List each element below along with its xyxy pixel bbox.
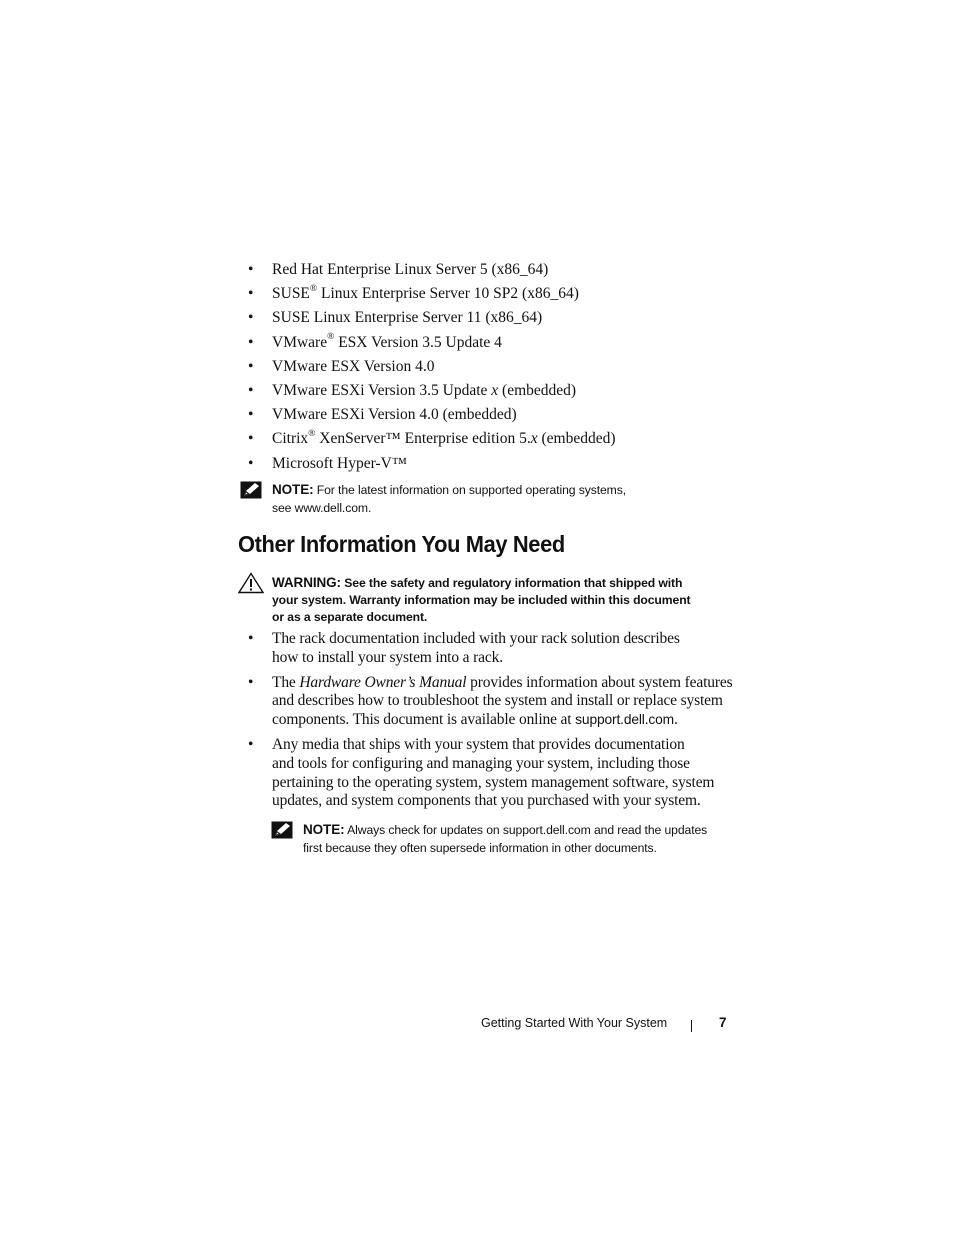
list-item: • VMware ESX Version 4.0 xyxy=(248,357,435,375)
list-item: • SUSE Linux Enterprise Server 11 (x86_64) xyxy=(248,309,543,327)
registered-mark: ® xyxy=(327,332,335,343)
warning-triangle-icon xyxy=(238,572,264,594)
list-item: • VMware® ESX Version 3.5 Update 4 xyxy=(248,332,502,351)
registered-mark: ® xyxy=(309,284,318,295)
manual-title: Hardware Owner’s Manual xyxy=(299,673,467,691)
list-item: • SUSE® Linux Enterprise Server 10 SP2 (x86_64) xyxy=(248,284,579,303)
note-supported-os: NOTE: For the latest information on supported operating systems, see www.dell.com. xyxy=(272,482,626,515)
page-number: 7 xyxy=(719,1015,727,1030)
note-label: NOTE: xyxy=(303,822,345,837)
list-item: • Any media that ships with your system that provides documentation and tools for configuring and managing your system, including those pertaining to the operating system, system management software, system updates, and system components that you purchased with your system. xyxy=(248,736,715,810)
support-link[interactable]: support.dell.com xyxy=(502,823,591,837)
list-item: • Red Hat Enterprise Linux Server 5 (x86_64) xyxy=(248,261,549,278)
list-item: • The rack documentation included with your rack solution describes how to install your system into a rack. xyxy=(248,630,680,666)
footer-title: Getting Started With Your System xyxy=(481,1016,668,1030)
warning-safety: WARNING: See the safety and regulatory information that shipped with your system. Warranty information may be included within this document or as a separate document. xyxy=(272,575,691,625)
support-link[interactable]: support.dell.com xyxy=(575,712,674,728)
info-list xyxy=(244,630,734,817)
list-item: • Microsoft Hyper-V™ xyxy=(248,454,407,472)
note-label: NOTE: xyxy=(272,482,314,497)
note-pencil-icon xyxy=(240,481,262,499)
footer-separator xyxy=(691,1020,692,1032)
note-check-updates: NOTE: Always check for updates on support.dell.com and read the updates first because they often supersede information in other documents. xyxy=(303,822,708,855)
list-item: • VMware ESXi Version 3.5 Update x (embedded) xyxy=(248,381,577,399)
supported-os-list xyxy=(244,258,724,476)
registered-mark: ® xyxy=(308,429,316,440)
list-item: • VMware ESXi Version 4.0 (embedded) xyxy=(248,406,517,424)
warning-label: WARNING: xyxy=(272,575,341,590)
list-item: • Citrix® XenServer™ Enterprise edition 5.x (embedded) xyxy=(248,429,616,448)
section-heading: Other Information You May Need xyxy=(238,531,565,557)
note-pencil-icon xyxy=(271,821,293,839)
list-item: • The Hardware Owner’s Manual provides information about system features and describes how to troubleshoot the system and install or replace system components. This document is available online at support.dell.com. xyxy=(248,673,733,729)
dell-link[interactable]: www.dell.com xyxy=(294,500,368,515)
